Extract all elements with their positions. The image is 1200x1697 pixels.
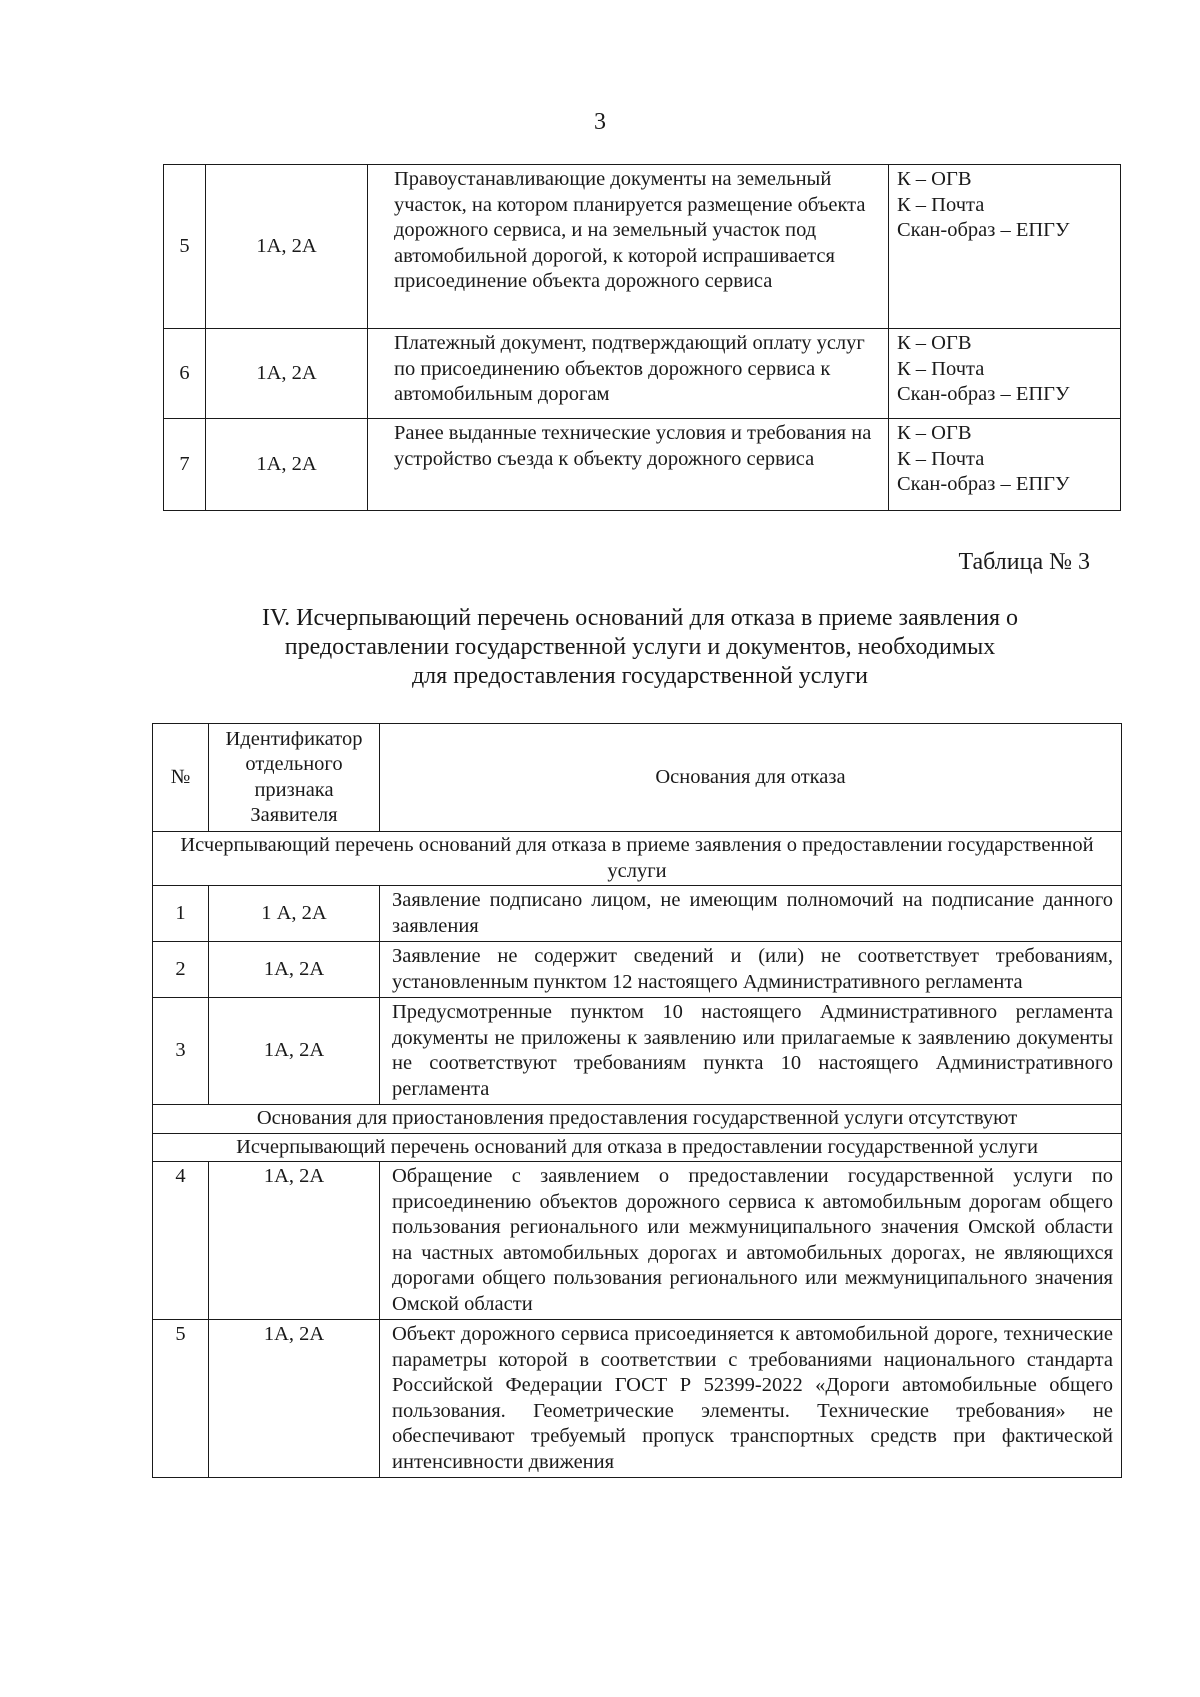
row-number: 2	[153, 942, 209, 998]
applicant-identifier: 1А, 2А	[206, 419, 368, 511]
section-row	[153, 1133, 1122, 1162]
table-row	[153, 1162, 1122, 1320]
table-row	[153, 942, 1122, 998]
table-row	[164, 329, 1121, 419]
section-heading-reception: Исчерпывающий перечень оснований для отказа в приеме заявления о предоставлении государственной услуги	[153, 832, 1122, 886]
section-row	[153, 1105, 1122, 1134]
route-item: Скан-образ – ЕПГУ	[897, 383, 1070, 405]
applicant-identifier: 1А, 2А	[209, 1320, 380, 1478]
section-title-line: IV. Исчерпывающий перечень оснований для отказа в приеме заявления о	[261, 605, 1019, 631]
column-header-identifier: Идентификатор отдельного признака Заявителя	[209, 724, 380, 832]
document-description: Правоустанавливающие документы на земельный участок, на котором планируется размещение объекта дорожного сервиса, и на земельный участок под автомобильной дорогой, к которой испрашивается присоединение объекта дорожного сервиса	[368, 165, 889, 329]
section-heading-refusal: Исчерпывающий перечень оснований для отказа в предоставлении государственной услуги	[153, 1133, 1122, 1162]
applicant-identifier: 1А, 2А	[209, 998, 380, 1105]
table-row	[153, 886, 1122, 942]
table-row	[164, 165, 1121, 329]
documents-table	[163, 164, 1121, 511]
route-item: К – Почта	[897, 357, 985, 380]
submission-routes	[889, 419, 1121, 511]
route-item: К – ОГВ	[897, 168, 972, 190]
section-title	[150, 604, 1130, 691]
row-number: 7	[164, 419, 206, 511]
route-item: К – ОГВ	[897, 422, 972, 444]
row-number: 4	[153, 1162, 209, 1320]
table-row	[153, 998, 1122, 1105]
route-item: К – ОГВ	[897, 332, 972, 354]
route-item: Скан-образ – ЕПГУ	[897, 473, 1070, 495]
table-caption: Таблица № 3	[958, 549, 1090, 575]
header-row	[153, 724, 1122, 832]
submission-routes	[889, 165, 1121, 329]
applicant-identifier: 1А, 2А	[209, 942, 380, 998]
submission-routes	[889, 329, 1121, 419]
applicant-identifier: 1А, 2А	[206, 329, 368, 419]
route-item: Скан-образ – ЕПГУ	[897, 219, 1070, 241]
section-heading-suspension: Основания для приостановления предоставления государственной услуги отсутствуют	[153, 1105, 1122, 1134]
applicant-identifier: 1А, 2А	[209, 1162, 380, 1320]
document-description: Платежный документ, подтверждающий оплату услуг по присоединению объектов дорожного сервиса к автомобильным дорогам	[368, 329, 889, 419]
row-number: 5	[164, 165, 206, 329]
applicant-identifier: 1А, 2А	[206, 165, 368, 329]
table-row	[164, 419, 1121, 511]
row-number: 5	[153, 1320, 209, 1478]
column-header-reason: Основания для отказа	[380, 724, 1122, 832]
route-item: К – Почта	[897, 193, 985, 216]
section-row	[153, 832, 1122, 886]
section-title-line: для предоставления государственной услуги	[411, 663, 869, 689]
refusal-reason: Объект дорожного сервиса присоединяется к автомобильной дороге, технические параметры которой в соответствии с требованиями национального стандарта Российской Федерации ГОСТ Р 52399-2022 «Дороги автомобильные общего пользования. Геометрические элементы. Технические требования» не обеспечивают требуемый пропуск транспортных средств при фактической интенсивности движения	[380, 1320, 1122, 1478]
refusal-grounds-table	[152, 723, 1122, 1478]
page-number: 3	[594, 109, 606, 135]
section-title-line: предоставлении государственной услуги и документов, необходимых	[284, 634, 996, 660]
refusal-reason: Обращение с заявлением о предоставлении государственной услуги по присоединению объектов дорожного сервиса к автомобильным дорогам общего пользования регионального или межмуниципального значения Омской области на частных автомобильных дорогах и автомобильных дорогах, не являющихся дорогами общего пользования регионального или межмуниципального значения Омской области	[380, 1162, 1122, 1320]
row-number: 3	[153, 998, 209, 1105]
refusal-reason: Предусмотренные пунктом 10 настоящего Административного регламента документы не приложены к заявлению или прилагаемые к заявлению документы не соответствуют требованиям пункта 10 настоящего Административного регламента	[380, 998, 1122, 1105]
row-number: 1	[153, 886, 209, 942]
applicant-identifier: 1 А, 2А	[209, 886, 380, 942]
refusal-reason: Заявление не содержит сведений и (или) не соответствует требованиям, установленным пунктом 12 настоящего Административного регламента	[380, 942, 1122, 998]
column-header-number: №	[153, 724, 209, 832]
document-description: Ранее выданные технические условия и требования на устройство съезда к объекту дорожного сервиса	[368, 419, 889, 511]
route-item: К – Почта	[897, 447, 985, 470]
row-number: 6	[164, 329, 206, 419]
refusal-reason: Заявление подписано лицом, не имеющим полномочий на подписание данного заявления	[380, 886, 1122, 942]
table-row	[153, 1320, 1122, 1478]
